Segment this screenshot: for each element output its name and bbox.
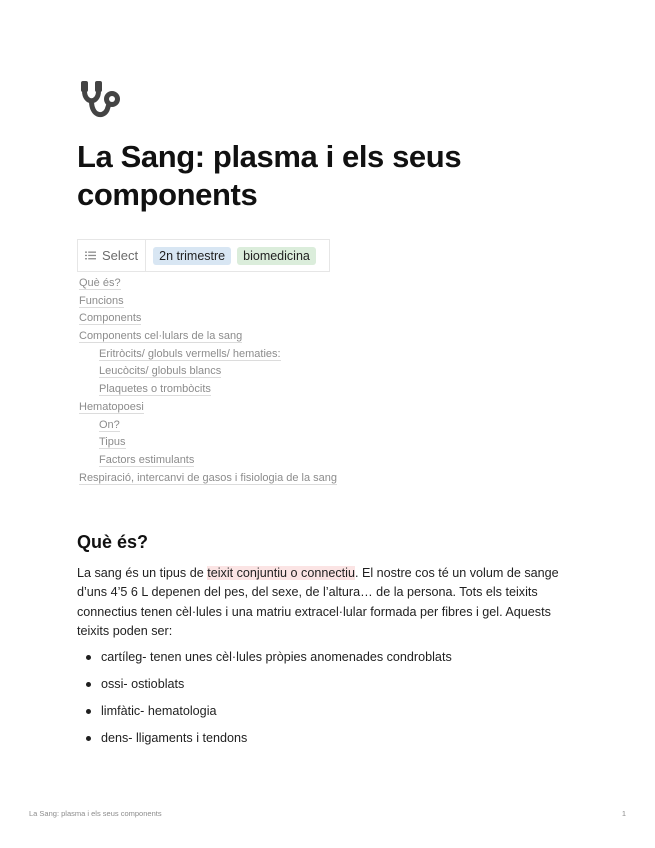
bullet-dot-icon: [86, 682, 91, 687]
list-item: dens- lligaments i tendons: [77, 729, 452, 756]
section-heading: Què és?: [77, 532, 149, 552]
section-paragraph: La sang és un tipus de teixit conjuntiu o connectiu. El nostre cos té un volum de sange d’uns 4’5 6 L depenen del pes, del sexe, de l’altura… de la persona. Tots els teixits connectius tenen cèl·lules i una matriu extracel·lular formada per fibres i gel. Aquests teixits poden ser:: [77, 566, 559, 638]
toc-item-components[interactable]: Components: [79, 312, 142, 325]
list-item: cartíleg- tenen unes cèl·lules pròpies anomenades condroblats: [77, 648, 452, 675]
page-title: La Sang: plasma i els seus components: [77, 139, 462, 212]
tag-2n-trimestre[interactable]: 2n trimestre: [153, 247, 231, 265]
highlighted-text: teixit conjuntiu o connectiu: [207, 566, 355, 580]
toc-item-que-es[interactable]: Què és?: [79, 277, 121, 289]
toc-item-eritrocits[interactable]: Eritròcits/ globuls vermells/ hematies:: [99, 347, 281, 360]
select-label: Select: [102, 248, 139, 263]
toc-item-plaquetes[interactable]: Plaquetes o trombòcits: [99, 383, 211, 396]
bullet-list: [77, 648, 452, 756]
toc-item-respiracio[interactable]: Respiració, intercanvi de gasos i fisiologia de la sang: [79, 471, 338, 484]
page-number: 1: [621, 809, 626, 818]
table-of-contents: [79, 275, 337, 487]
list-icon: [85, 248, 96, 263]
toc-item-factors-estimulants[interactable]: Factors estimulants: [99, 453, 195, 466]
toc-item-hematopoesi[interactable]: Hematopoesi: [79, 400, 144, 413]
tag-biomedicina[interactable]: biomedicina: [237, 247, 316, 265]
toc-item-funcions[interactable]: Funcions: [79, 294, 124, 307]
toc-item-on[interactable]: On?: [99, 418, 120, 431]
bullet-dot-icon: [86, 655, 91, 660]
bullet-dot-icon: [86, 709, 91, 714]
toc-item-tipus[interactable]: Tipus: [99, 436, 126, 449]
bullet-dot-icon: [86, 736, 91, 741]
toc-item-components-cellulars[interactable]: Components cel·lulars de la sang: [79, 330, 243, 343]
list-item: limfàtic- hematologia: [77, 702, 452, 729]
stethoscope-icon: [79, 80, 123, 122]
footer-title: La Sang: plasma i els seus components: [29, 809, 162, 818]
tag-list: [146, 240, 329, 271]
select-property[interactable]: [78, 240, 146, 271]
list-item: ossi- ostioblats: [77, 675, 452, 702]
toc-item-leucocits[interactable]: Leucòcits/ globuls blancs: [99, 365, 222, 378]
properties-row: [77, 239, 330, 272]
